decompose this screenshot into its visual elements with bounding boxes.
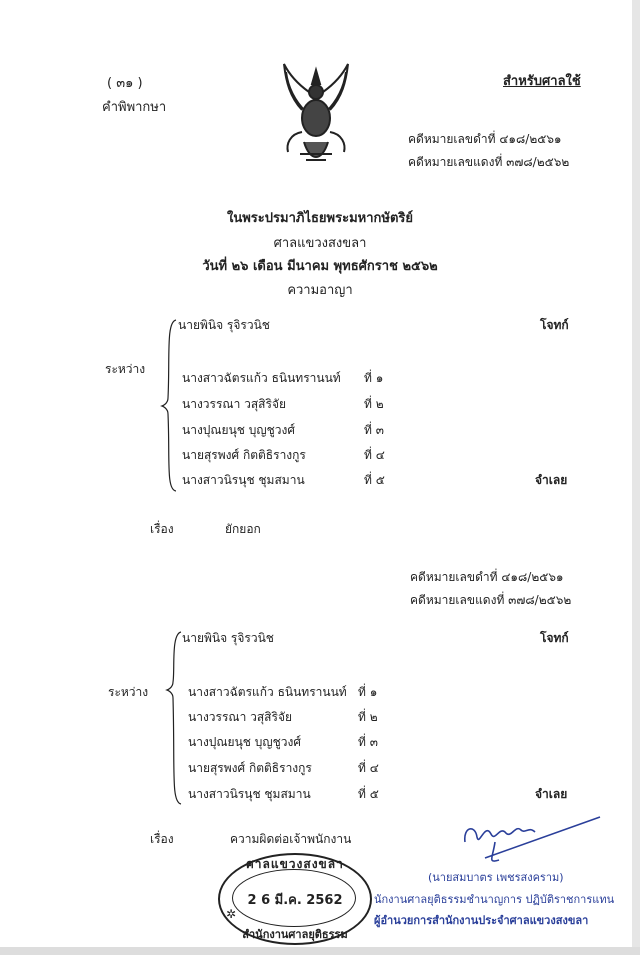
plaintiff-name: นายพินิจ รุจิรวนิช xyxy=(182,631,274,645)
defendant-number: ที่ ๕ xyxy=(358,787,379,801)
black-case-number: คดีหมายเลขดำที่ ๔๑๘/๒๕๖๑ xyxy=(410,570,564,584)
signatory-name: (นายสมบาตร เพชรสงคราม) xyxy=(428,871,564,884)
defendant-number: ที่ ๔ xyxy=(364,448,385,462)
defendant-name: นางปุณยนุช บุญชูวงศ์ xyxy=(188,735,301,749)
defendant-name: นายสุรพงศ์ กิตติธิรางกูร xyxy=(188,761,312,775)
signatory-title: นักงานศาลยุติธรรมชำนาญการ ปฏิบัติราชการแทน xyxy=(374,893,615,906)
defendant-name: นายสุรพงศ์ กิตติธิรางกูร xyxy=(182,448,306,462)
court-name: ศาลแขวงสงขลา xyxy=(273,236,367,251)
red-case-number: คดีหมายเลขแดงที่ ๓๗๘/๒๕๖๒ xyxy=(408,155,570,169)
defendant-role: จำเลย xyxy=(535,473,568,487)
defendant-number: ที่ ๑ xyxy=(364,371,384,385)
royal-heading: ในพระปรมาภิไธยพระมหากษัตริย์ xyxy=(227,211,413,226)
plaintiff-role: โจทก์ xyxy=(540,318,569,332)
signatory-office: ผู้อำนวยการสำนักงานประจำศาลแขวงสงขลา xyxy=(374,914,589,927)
between-label: ระหว่าง xyxy=(108,685,149,699)
scan-bottom-edge xyxy=(0,947,640,955)
plaintiff-name: นายพินิจ รุจิรวนิช xyxy=(178,318,270,332)
defendant-number: ที่ ๒ xyxy=(358,710,378,724)
defendant-number: ที่ ๓ xyxy=(364,423,384,437)
court-use-label: สำหรับศาลใช้ xyxy=(503,74,581,89)
page-number: ( ๓๑ ) xyxy=(107,76,143,91)
plaintiff-role: โจทก์ xyxy=(540,631,569,645)
brace-icon xyxy=(160,318,180,493)
case-type: ความอาญา xyxy=(287,283,353,298)
matter-label: เรื่อง xyxy=(150,522,174,536)
stamp-date: 2 6 มี.ค. 2562 xyxy=(247,893,343,908)
defendant-name: นางสาวฉัตรแก้ว ธนินทรานนท์ xyxy=(188,685,347,699)
judgment-date: วันที่ ๒๖ เดือน มีนาคม พุทธศักราช ๒๕๖๒ xyxy=(202,259,438,274)
defendant-role: จำเลย xyxy=(535,787,568,801)
black-case-number: คดีหมายเลขดำที่ ๔๑๘/๒๕๖๑ xyxy=(408,132,562,146)
matter-value: ความผิดต่อเจ้าพนักงาน xyxy=(230,832,352,846)
signature-icon xyxy=(455,812,605,868)
between-label: ระหว่าง xyxy=(105,362,146,376)
defendant-name: นางสาวนิรนุช ชุมสมาน xyxy=(182,473,305,487)
defendant-number: ที่ ๕ xyxy=(364,473,385,487)
defendant-number: ที่ ๓ xyxy=(358,735,378,749)
star-icon: ✲ xyxy=(226,907,237,921)
defendant-name: นางวรรณา วสุสิริจัย xyxy=(182,397,287,411)
brace-icon xyxy=(165,630,185,806)
garuda-emblem-icon xyxy=(280,62,352,172)
defendant-number: ที่ ๒ xyxy=(364,397,384,411)
defendant-number: ที่ ๑ xyxy=(358,685,378,699)
doc-type: คำพิพากษา xyxy=(102,100,167,115)
defendant-name: นางวรรณา วสุสิริจัย xyxy=(188,710,293,724)
scan-edge xyxy=(632,0,640,955)
defendant-name: นางสาวนิรนุช ชุมสมาน xyxy=(188,787,311,801)
red-case-number: คดีหมายเลขแดงที่ ๓๗๘/๒๕๖๒ xyxy=(410,593,572,607)
matter-label: เรื่อง xyxy=(150,832,174,846)
stamp-bottom-text: สำนักงานศาลยุติธรรม xyxy=(242,928,348,941)
defendant-name: นางสาวฉัตรแก้ว ธนินทรานนท์ xyxy=(182,371,341,385)
matter-value: ยักยอก xyxy=(225,522,261,536)
defendant-name: นางปุณยนุช บุญชูวงศ์ xyxy=(182,423,295,437)
defendant-number: ที่ ๔ xyxy=(358,761,379,775)
received-stamp xyxy=(218,853,372,945)
stamp-top-text: ศาลแขวงสงขลา xyxy=(246,857,344,871)
